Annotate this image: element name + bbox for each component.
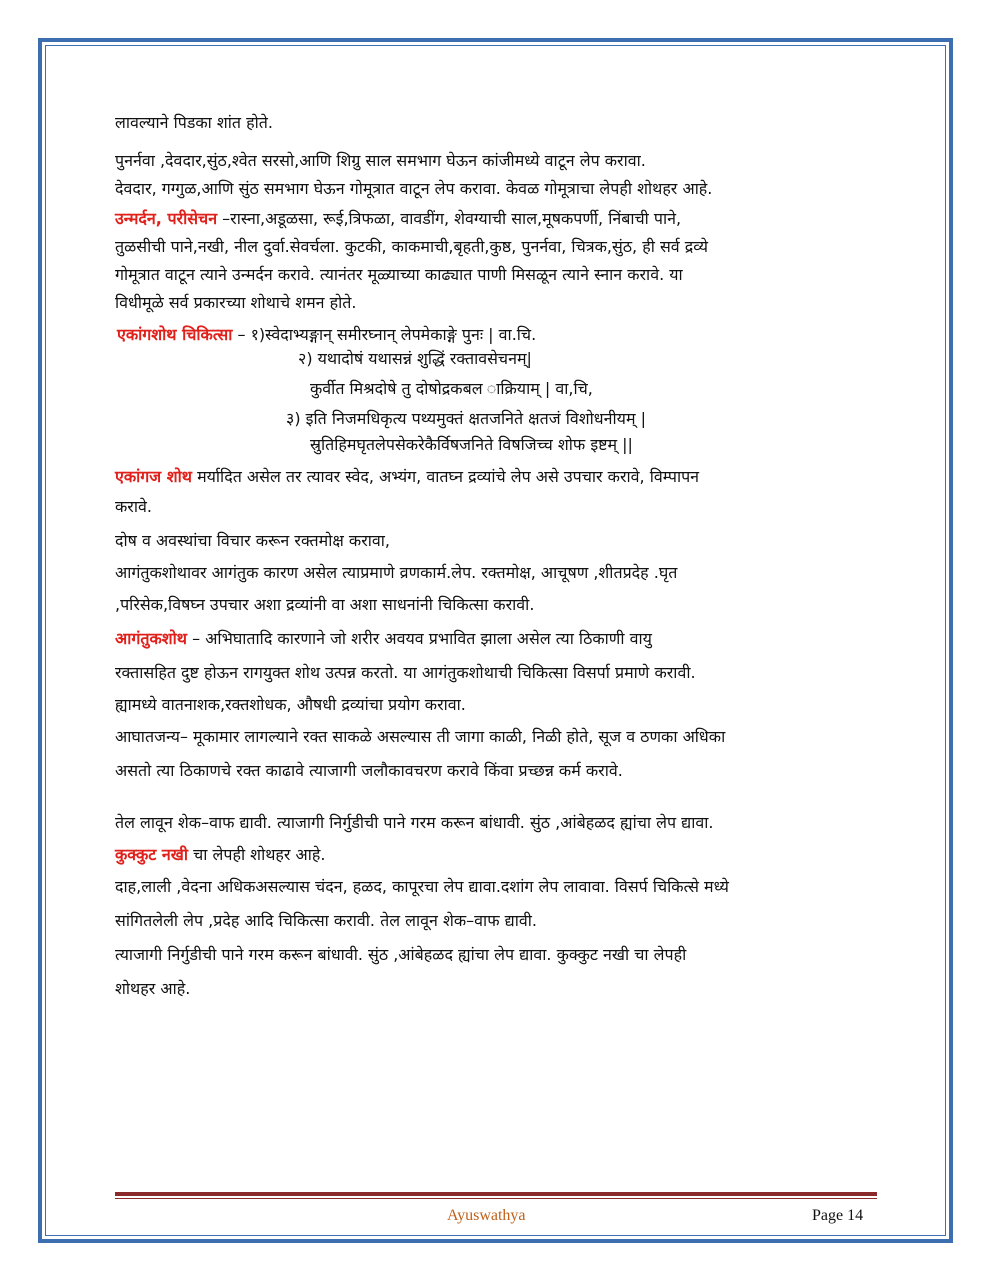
- verse-line-5: [310, 434, 633, 456]
- text-line-22: [115, 812, 714, 834]
- line-text: शोथहर आहे.: [115, 979, 191, 998]
- text-line-17: [115, 628, 652, 650]
- page-number: Page 14: [812, 1207, 864, 1224]
- section-heading-unmardan: उन्मर्दन, परीसेचन: [115, 209, 218, 228]
- line-text: करावे.: [115, 497, 152, 516]
- text-line-2: [115, 150, 646, 172]
- line-text: ३) इति निजमधिकृत्य पथ्यमुक्तं क्षतजनिते क्षतजं विशोधनीयम् |: [286, 409, 646, 428]
- verse-line-4: [286, 408, 646, 430]
- footer-title: Ayuswathya: [447, 1207, 526, 1224]
- text-line-3: [115, 178, 712, 200]
- line-text: देवदार, गग्गुळ,आणि सुंठ समभाग घेऊन गोमूत्रात वाटून लेप करावा. केवळ गोमूत्राचा लेपही शोथहर आहे.: [115, 179, 713, 198]
- text-line-20: [115, 726, 725, 748]
- line-text: – अभिघातादि कारणाने जो शरीर अवयव प्रभावित झाला असेल त्या ठिकाणी वायु: [187, 629, 652, 648]
- line-text: गोमूत्रात वाटून त्याने उन्मर्दन करावे. त्यानंतर मूळ्याच्या काढ्यात पाणी मिसळून त्याने स्नान करावे. या: [115, 265, 683, 284]
- verse-line-2: [298, 348, 532, 370]
- text-line-16: [115, 594, 534, 616]
- text-line-15: [115, 562, 677, 584]
- line-text: २) यथादोषं यथासन्नं शुद्धिं रक्तावसेचनम्|: [298, 349, 532, 368]
- text-line-7: [115, 292, 356, 314]
- text-line-19: [115, 694, 466, 716]
- line-text: स्रुतिहिमघृतलेपसेकरेकैर्विषजनिते विषजिच्च शोफ इष्टम् ||: [310, 435, 633, 454]
- line-text: तेल लावून शेक–वाफ द्यावी. त्याजागी निर्गुडीची पाने गरम करून बांधावी. सुंठ ,आंबेहळद ह्यांचा लेप द्यावा.: [115, 813, 714, 832]
- text-line-4: [115, 208, 681, 230]
- text-line-27: [115, 978, 190, 1000]
- line-text: तुळसीची पाने,नखी, नील दुर्वा.सेवर्चला. कुटकी, काकमाची,बृहती,कुष्ठ, पुनर्नवा, चित्रक,सुंठ, ही सर्व द्रव्ये: [115, 237, 708, 256]
- line-text: चा लेपही शोथहर आहे.: [188, 845, 326, 864]
- text-line-18: [115, 662, 696, 684]
- text-line-5: [115, 236, 708, 258]
- section-heading-agantuk-shoth: आगंतुकशोथ: [115, 629, 188, 648]
- line-text: पुनर्नवा ,देवदार,सुंठ,श्वेत सरसो,आणि शिग्रु साल समभाग घेऊन कांजीमध्ये वाटून लेप करावा.: [115, 151, 646, 170]
- line-text: ,परिसेक,विषघ्न उपचार अशा द्रव्यांनी वा अशा साधनांनी चिकित्सा करावी.: [115, 595, 535, 614]
- text-line-23: [115, 844, 326, 866]
- section-heading-ekangshoth-chikitsa: एकांगशोथ चिकित्सा: [117, 325, 233, 344]
- section-heading-ekangaj-shoth: एकांगज शोथ: [115, 467, 192, 486]
- text-line-24: [115, 876, 729, 898]
- line-text: मर्यादित असेल तर त्यावर स्वेद, अभ्यंग, वातघ्न द्रव्यांचे लेप असे उपचार करावे, विम्पापन: [191, 467, 700, 486]
- line-text: त्याजागी निर्गुडीची पाने गरम करून बांधावी. सुंठ ,आंबेहळद ह्यांचा लेप द्यावा. कुक्कुट नखी चा लेपही: [115, 945, 687, 964]
- line-text: – १)स्वेदाभ्यङ्गान् समीरघ्नान् लेपमेकाङ्गे पुनः | वा.चि.: [232, 325, 537, 344]
- footer-rule-thick: [115, 1192, 877, 1196]
- line-text: लावल्याने पिडका शांत होते.: [115, 113, 273, 132]
- text-line-13: [115, 496, 152, 518]
- line-text: आगंतुकशोथावर आगंतुक कारण असेल त्याप्रमाणे व्रणकार्म.लेप. रक्तमोक्ष, आचूषण ,शीतप्रदेह .घृत: [115, 563, 678, 582]
- section-heading-kukkut-nakhi: कुक्कुट नखी: [115, 845, 189, 864]
- line-text: रक्तासहित दुष्ट होऊन रागयुक्त शोथ उत्पन्न करतो. या आगंतुकशोथाची चिकित्सा विसर्पा प्रमाणे करावी.: [115, 663, 696, 682]
- text-line-25: [115, 910, 537, 932]
- line-text: विधीमूळे सर्व प्रकारच्या शोथाचे शमन होते.: [115, 293, 357, 312]
- line-text: आघातजन्य– मूकामार लागल्याने रक्त साकळे असल्यास ती जागा काळी, निळी होते, सूज व ठणका अधिका: [115, 727, 726, 746]
- text-line-21: [115, 760, 623, 782]
- text-line-26: [115, 944, 686, 966]
- verse-line-3: [310, 378, 593, 400]
- line-text: कुर्वीत मिश्रदोषे तु दोषोद्रकबल ाक्रियाम् | वा,चि,: [310, 379, 593, 398]
- line-text: सांगितलेली लेप ,प्रदेह आदि चिकित्सा करावी. तेल लावून शेक–वाफ द्यावी.: [115, 911, 537, 930]
- line-text: –रास्ना,अडूळसा, रूई,त्रिफळा, वावडींग, शेवग्याची साल,मूषकपर्णी, निंबाची पाने,: [217, 209, 682, 228]
- text-line-12: [115, 466, 699, 488]
- line-text: ह्यामध्ये वातनाशक,रक्तशोधक, औषधी द्रव्यांचा प्रयोग करावा.: [115, 695, 466, 714]
- line-text: दाह,लाली ,वेदना अधिकअसल्यास चंदन, हळद, कापूरचा लेप द्यावा.दशांग लेप लावावा. विसर्प चिकित्से मध्ये: [115, 877, 729, 896]
- text-line-6: [115, 264, 683, 286]
- line-text: असतो त्या ठिकाणचे रक्त काढावे त्याजागी जलौकावचरण करावे किंवा प्रच्छन्न कर्म करावे.: [115, 761, 623, 780]
- text-line-1: [115, 112, 273, 134]
- text-line-14: [115, 530, 390, 552]
- text-line-8: [117, 324, 536, 346]
- line-text: दोष व अवस्थांचा विचार करून रक्तमोक्ष करावा,: [115, 531, 391, 550]
- footer-rule-thin: [115, 1198, 877, 1199]
